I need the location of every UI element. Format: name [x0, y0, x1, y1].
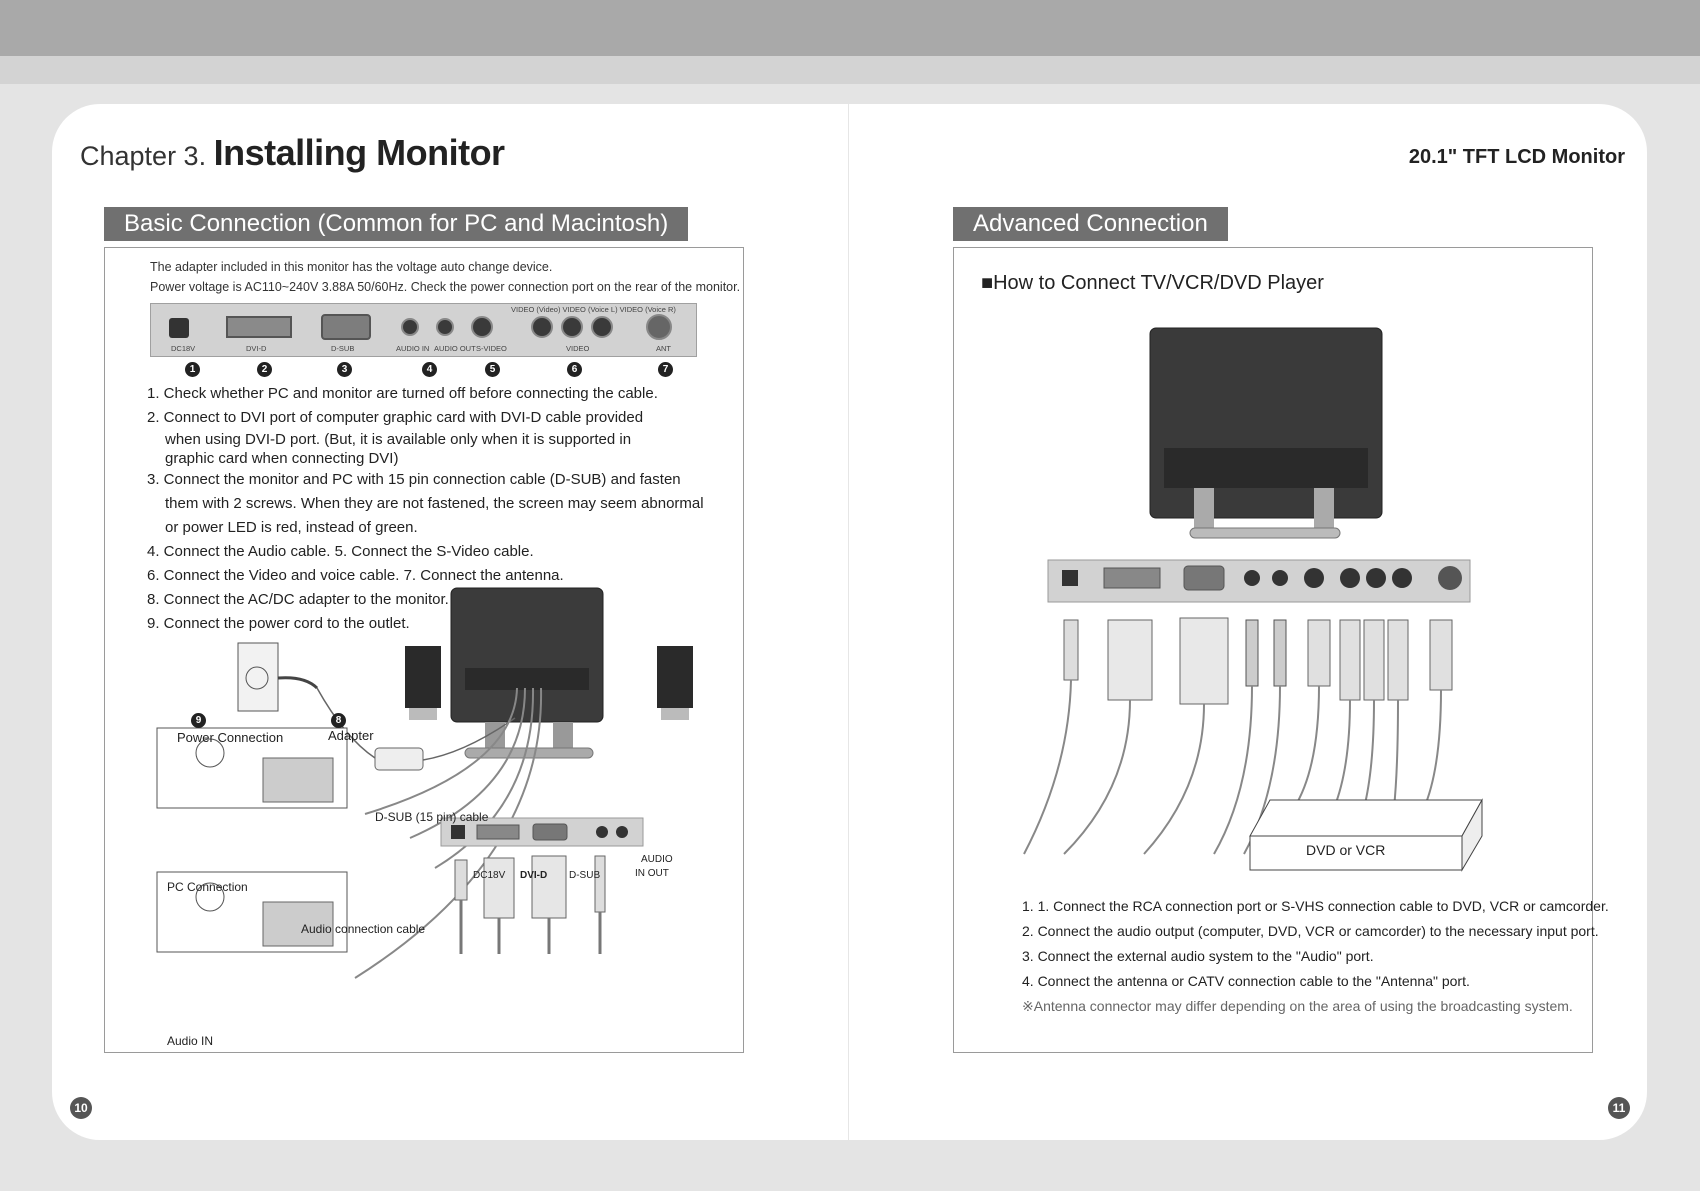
marker-1: 1	[185, 362, 200, 377]
step-line: 4. Connect the antenna or CATV connection cable to the "Antenna" port.	[1022, 973, 1470, 989]
advanced-connection-heading: Advanced Connection	[953, 207, 1228, 241]
marker-2: 2	[257, 362, 272, 377]
page-gutter	[848, 104, 849, 1140]
port-label-video: VIDEO	[566, 344, 590, 353]
port-label-ant: ANT	[656, 344, 671, 353]
step-line: or power LED is red, instead of green.	[165, 519, 418, 536]
advanced-connection-panel	[953, 247, 1609, 1053]
step-line: 4. Connect the Audio cable. 5. Connect the S-Video cable.	[147, 543, 534, 560]
marker-8: 8	[331, 713, 346, 728]
dvd-vcr-label: DVD or VCR	[1306, 842, 1386, 858]
step-line: 2. Connect to DVI port of computer graphic card with DVI-D cable provided	[147, 409, 644, 426]
step-line: 3. Connect the monitor and PC with 15 pin connection cable (D-SUB) and fasten	[147, 471, 681, 488]
marker-7: 7	[658, 362, 673, 377]
page-number-left: 10	[70, 1097, 92, 1119]
bottom-dsub-label: D-SUB	[569, 870, 601, 881]
bottom-in-out-label: IN OUT	[635, 868, 669, 879]
dsub-cable-label: D-SUB (15 pin) cable	[375, 810, 489, 824]
step-line: 1. 1. Connect the RCA connection port or S-VHS connection cable to DVD, VCR or camcorder.	[1022, 898, 1609, 914]
intro-line-1: The adapter included in this monitor has the voltage auto change device.	[150, 260, 553, 274]
power-connection-label: Power Connection	[177, 730, 284, 745]
marker-3: 3	[337, 362, 352, 377]
marker-5: 5	[485, 362, 500, 377]
advanced-steps-list	[1022, 894, 1609, 1019]
basic-connection-panel	[104, 247, 744, 1053]
step-line: 1. Check whether PC and monitor are turned off before connecting the cable.	[147, 385, 658, 402]
page-number-right: 11	[1608, 1097, 1630, 1119]
chapter-heading	[80, 132, 505, 174]
step-line: 8. Connect the AC/DC adapter to the monitor.	[147, 591, 449, 608]
audio-cable-label: Audio connection cable	[301, 922, 426, 936]
adapter-label: Adapter	[328, 728, 374, 743]
step-line: 9. Connect the power cord to the outlet.	[147, 615, 410, 632]
step-line: 3. Connect the external audio system to the "Audio" port.	[1022, 948, 1374, 964]
bottom-dc-label: DC18V	[473, 870, 506, 881]
marker-9: 9	[191, 713, 206, 728]
top-band-light	[0, 56, 1700, 84]
step-line: 6. Connect the Video and voice cable. 7. Connect the antenna.	[147, 567, 564, 584]
port-label-audio-out: AUDIO OUT	[434, 344, 476, 353]
port-label-dvi: DVI-D	[246, 344, 267, 353]
pc-connection-label: PC Connection	[167, 880, 248, 894]
step-line: 2. Connect the audio output (computer, DVD, VCR or camcorder) to the necessary input port.	[1022, 923, 1599, 939]
intro-line-2: Power voltage is AC110~240V 3.88A 50/60Hz. Check the power connection port on the rear of the monitor.	[150, 280, 741, 294]
step-line: graphic card when connecting DVI)	[165, 450, 399, 467]
product-title: 20.1" TFT LCD Monitor	[1408, 146, 1625, 168]
marker-4: 4	[422, 362, 437, 377]
tv-vcr-dvd-subtitle: ■How to Connect TV/VCR/DVD Player	[981, 272, 1324, 294]
antenna-note: ※Antenna connector may differ depending on the area of using the broadcasting system.	[1022, 998, 1573, 1014]
step-line: them with 2 screws. When they are not fastened, the screen may seem abnormal	[165, 495, 704, 512]
video-top-label: VIDEO (Video) VIDEO (Voice L) VIDEO (Voice R)	[511, 305, 676, 314]
top-band	[0, 0, 1700, 56]
port-label-svideo: S-VIDEO	[476, 344, 507, 353]
bottom-audio-label: AUDIO	[641, 854, 673, 865]
port-label-dsub: D-SUB	[331, 344, 355, 353]
chapter-prefix: Chapter 3.	[80, 141, 207, 171]
bottom-dvi-label: DVI-D	[520, 870, 548, 881]
marker-6: 6	[567, 362, 582, 377]
chapter-title: Installing Monitor	[213, 132, 505, 173]
port-label-audio-in: AUDIO IN	[396, 344, 430, 353]
step-line: when using DVI-D port. (But, it is available only when it is supported in	[165, 431, 632, 448]
port-label-dc: DC18V	[171, 344, 196, 353]
basic-connection-heading: Basic Connection (Common for PC and Macintosh)	[104, 207, 688, 241]
audio-in-label: Audio IN	[167, 1034, 214, 1048]
